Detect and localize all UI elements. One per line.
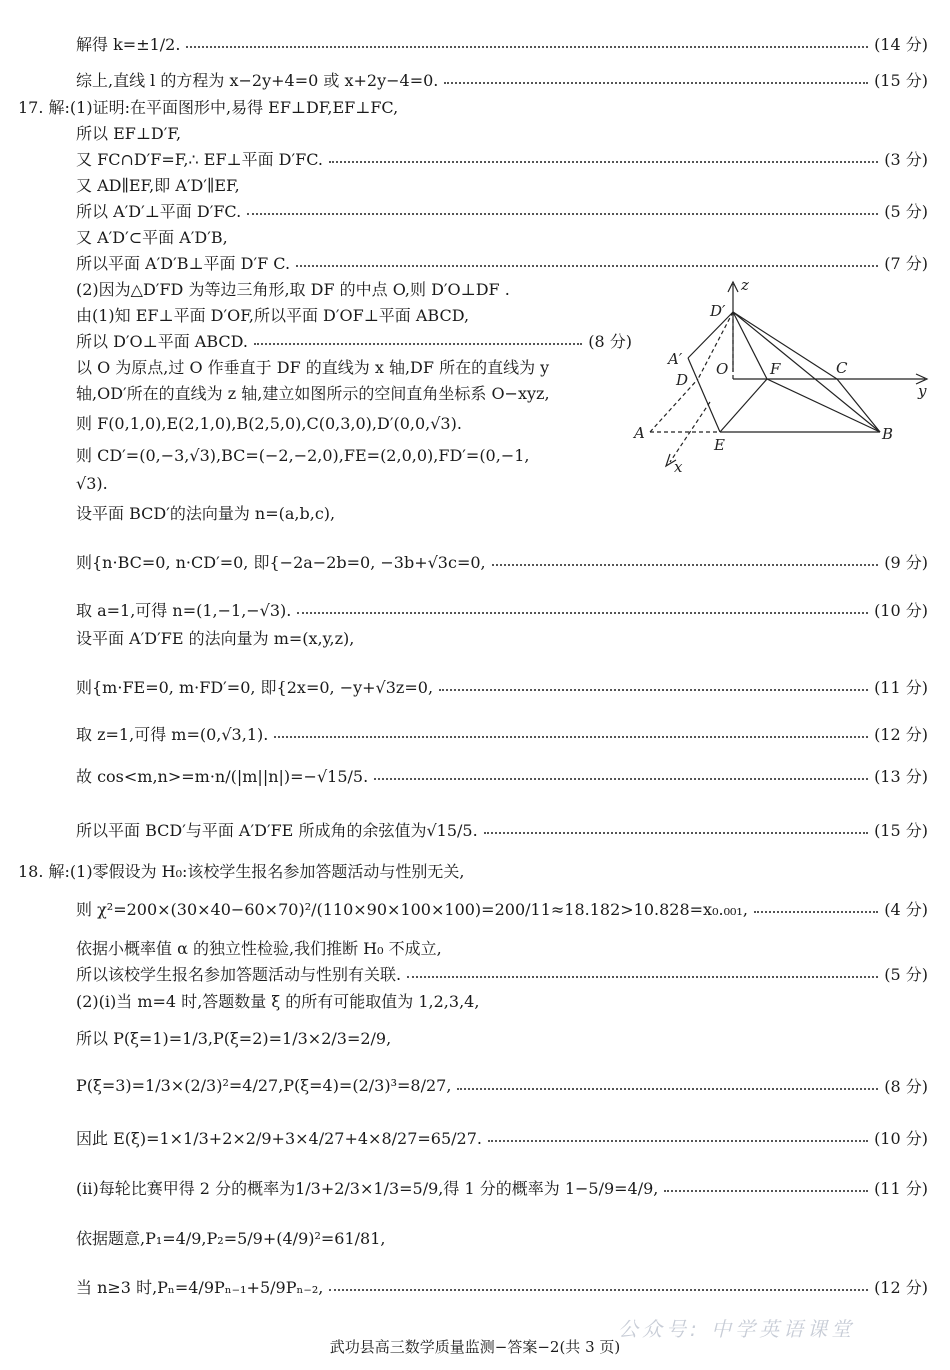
line-text: 则 CD′=(0,−3,√3),BC=(−2,−2,0),FE=(2,0,0),FD′=(0,−1, (76, 445, 530, 465)
line-text: 综上,直线 l 的方程为 x−2y+4=0 或 x+2y−4=0. (76, 70, 439, 90)
line-text: 依据题意,P₁=4/9,P₂=5/9+(4/9)²=61/81, (76, 1228, 386, 1248)
leader-dots (488, 1140, 868, 1142)
line-text: 设平面 BCD′的法向量为 n=(a,b,c), (76, 503, 336, 523)
edge-A-D (650, 379, 698, 432)
label-D: D (676, 371, 689, 389)
line-11 (76, 301, 632, 327)
line-20 (76, 596, 928, 622)
line-36 (76, 1273, 928, 1299)
leader-dots (754, 911, 878, 913)
line-18 (76, 499, 928, 525)
score: (5 分) (884, 964, 928, 984)
score: (4 分) (884, 899, 928, 919)
line-7 (76, 197, 928, 223)
score: (5 分) (884, 201, 928, 221)
leader-dots (297, 612, 868, 614)
line-34 (76, 1174, 928, 1200)
label-z: z (741, 276, 749, 294)
line-10 (76, 275, 632, 301)
leader-dots (407, 976, 878, 978)
line-text: P(ξ=3)=1/3×(2/3)²=4/27,P(ξ=4)=(2/3)³=8/27, (76, 1075, 452, 1095)
score: (10 分) (874, 600, 928, 620)
edge-D1-B (733, 312, 880, 432)
line-text: 则{n·BC=0, n·CD′=0, 即{−2a−2b=0, −3b+√3c=0, (76, 552, 486, 572)
line-14 (76, 379, 632, 405)
line-22 (76, 673, 928, 699)
leader-dots (247, 213, 878, 215)
leader-dots (254, 343, 582, 345)
label-C: C (836, 359, 848, 377)
line-text: 以 O 为原点,过 O 作垂直于 DF 的直线为 x 轴,DF 所在的直线为 y (76, 357, 550, 377)
line-text: 由(1)知 EF⊥平面 D′OF,所以平面 D′OF⊥平面 ABCD, (76, 305, 470, 325)
line-text: (ii)每轮比赛甲得 2 分的概率为1/3+2/3×1/3=5/9,得 1 分的概率为 1−5/9=4/9, (76, 1178, 659, 1198)
line-3 (18, 93, 928, 119)
x-axis (670, 402, 710, 462)
leader-dots (492, 564, 879, 566)
line-text: 所以 EF⊥D′F, (76, 123, 182, 143)
line-28 (76, 934, 928, 960)
line-23 (76, 720, 928, 746)
line-text: 则 χ²=200×(30×40−60×70)²/(110×90×100×100)=200/11≈18.182>10.828=x₀.₀₀₁, (76, 899, 748, 919)
watermark: 公众号: 中学英语课堂 (618, 1317, 856, 1341)
line-text: 当 n≥3 时,Pₙ=4/9Pₙ₋₁+5/9Pₙ₋₂, (76, 1277, 324, 1297)
score: (8 分) (884, 1076, 928, 1096)
label-B: B (882, 425, 894, 443)
score: (9 分) (884, 552, 928, 572)
line-text: 所以 A′D′⊥平面 D′FC. (76, 201, 242, 221)
line-text: (2)(i)当 m=4 时,答题数量 ξ 的所有可能取值为 1,2,3,4, (76, 991, 480, 1011)
line-6 (76, 171, 928, 197)
line-1 (76, 30, 928, 56)
line-text: 则 F(0,1,0),E(2,1,0),B(2,5,0),C(0,3,0),D′(0,0,√3). (76, 413, 462, 433)
line-15 (76, 409, 632, 435)
edge-D1-F (733, 312, 767, 379)
leader-dots (329, 161, 878, 163)
line-13 (76, 353, 632, 379)
line-32 (76, 1072, 928, 1098)
label-E: E (714, 436, 725, 454)
line-12 (76, 327, 632, 353)
leader-dots (439, 689, 868, 691)
score: (12 分) (874, 1277, 928, 1297)
line-text: 因此 E(ξ)=1×1/3+2×2/9+3×4/27+4×8/27=65/27. (76, 1128, 482, 1148)
score: (11 分) (874, 677, 928, 697)
line-33 (76, 1124, 928, 1150)
line-text: 故 cos<m,n>=m·n/(|m||n|)=−√15/5. (76, 766, 369, 786)
line-26 (18, 857, 928, 883)
score: (3 分) (884, 149, 928, 169)
line-text: 所以该校学生报名参加答题活动与性别有关联. (76, 964, 402, 984)
score: (14 分) (874, 34, 928, 54)
line-27 (76, 895, 928, 921)
score: (8 分) (588, 331, 632, 351)
leader-dots (329, 1289, 868, 1291)
line-text: 所以 P(ξ=1)=1/3,P(ξ=2)=1/3×2/3=2/9, (76, 1028, 392, 1048)
line-text: 18. 解:(1)零假设为 H₀:该校学生报名参加答题活动与性别无关, (18, 861, 465, 881)
line-29 (76, 960, 928, 986)
edge-D1-C (733, 312, 837, 379)
line-text: 则{m·FE=0, m·FD′=0, 即{2x=0, −y+√3z=0, (76, 677, 434, 697)
line-5 (76, 145, 928, 171)
line-8 (76, 223, 928, 249)
leader-dots (186, 46, 868, 48)
label-x: x (674, 458, 683, 476)
line-17 (76, 470, 632, 496)
line-text: (2)因为△D′FD 为等边三角形,取 DF 的中点 O,则 D′O⊥DF . (76, 279, 510, 299)
line-25 (76, 816, 928, 842)
label-A1: A′ (668, 350, 683, 368)
label-F: F (770, 360, 781, 378)
leader-dots (296, 265, 878, 267)
line-text: 17. 解:(1)证明:在平面图形中,易得 EF⊥DF,EF⊥FC, (18, 97, 399, 117)
line-30 (76, 987, 928, 1013)
score: (10 分) (874, 1128, 928, 1148)
score: (11 分) (874, 1178, 928, 1198)
line-text: 轴,OD′所在的直线为 z 轴,建立如图所示的空间直角坐标系 O−xyz, (76, 383, 550, 403)
label-O: O (716, 360, 729, 378)
edge-F-B (767, 379, 880, 432)
score: (12 分) (874, 724, 928, 744)
line-2 (76, 66, 928, 92)
line-text: √3). (76, 473, 108, 493)
line-35 (76, 1224, 928, 1250)
line-text: 取 a=1,可得 n=(1,−1,−√3). (76, 600, 292, 620)
leader-dots (664, 1190, 868, 1192)
line-text: 设平面 A′D′FE 的法向量为 m=(x,y,z), (76, 628, 355, 648)
label-A: A (634, 424, 645, 442)
line-text: 所以平面 BCD′与平面 A′D′FE 所成角的余弦值为√15/5. (76, 820, 478, 840)
label-y: y (918, 382, 927, 400)
leader-dots (457, 1088, 878, 1090)
line-24 (76, 762, 928, 788)
leader-dots (274, 736, 868, 738)
line-text: 所以 D′O⊥平面 ABCD. (76, 331, 248, 351)
line-text: 依据小概率值 α 的独立性检验,我们推断 H₀ 不成立, (76, 938, 442, 958)
line-text: 取 z=1,可得 m=(0,√3,1). (76, 724, 269, 744)
score: (15 分) (874, 70, 928, 90)
line-text: 所以平面 A′D′B⊥平面 D′F C. (76, 253, 291, 273)
geometry-figure (630, 272, 930, 477)
line-31 (76, 1024, 928, 1050)
line-text: 又 AD∥EF,即 A′D′∥EF, (76, 175, 240, 195)
line-text: 又 A′D′⊂平面 A′D′B, (76, 227, 228, 247)
line-text: 又 FC∩D′F=F,∴ EF⊥平面 D′FC. (76, 149, 324, 169)
edge-F-E (720, 379, 767, 432)
line-text: 解得 k=±1/2. (76, 34, 181, 54)
page-footer: 武功县高三数学质量监测−答案−2(共 3 页) (329, 1338, 621, 1356)
line-21 (76, 624, 928, 650)
leader-dots (374, 778, 868, 780)
line-4 (76, 119, 928, 145)
leader-dots (484, 832, 868, 834)
leader-dots (444, 82, 868, 84)
line-16 (76, 441, 632, 467)
label-D1: D′ (710, 302, 726, 320)
edge-C-B (837, 379, 880, 432)
score: (13 分) (874, 766, 928, 786)
score: (15 分) (874, 820, 928, 840)
score: (7 分) (884, 253, 928, 273)
line-19 (76, 548, 928, 574)
